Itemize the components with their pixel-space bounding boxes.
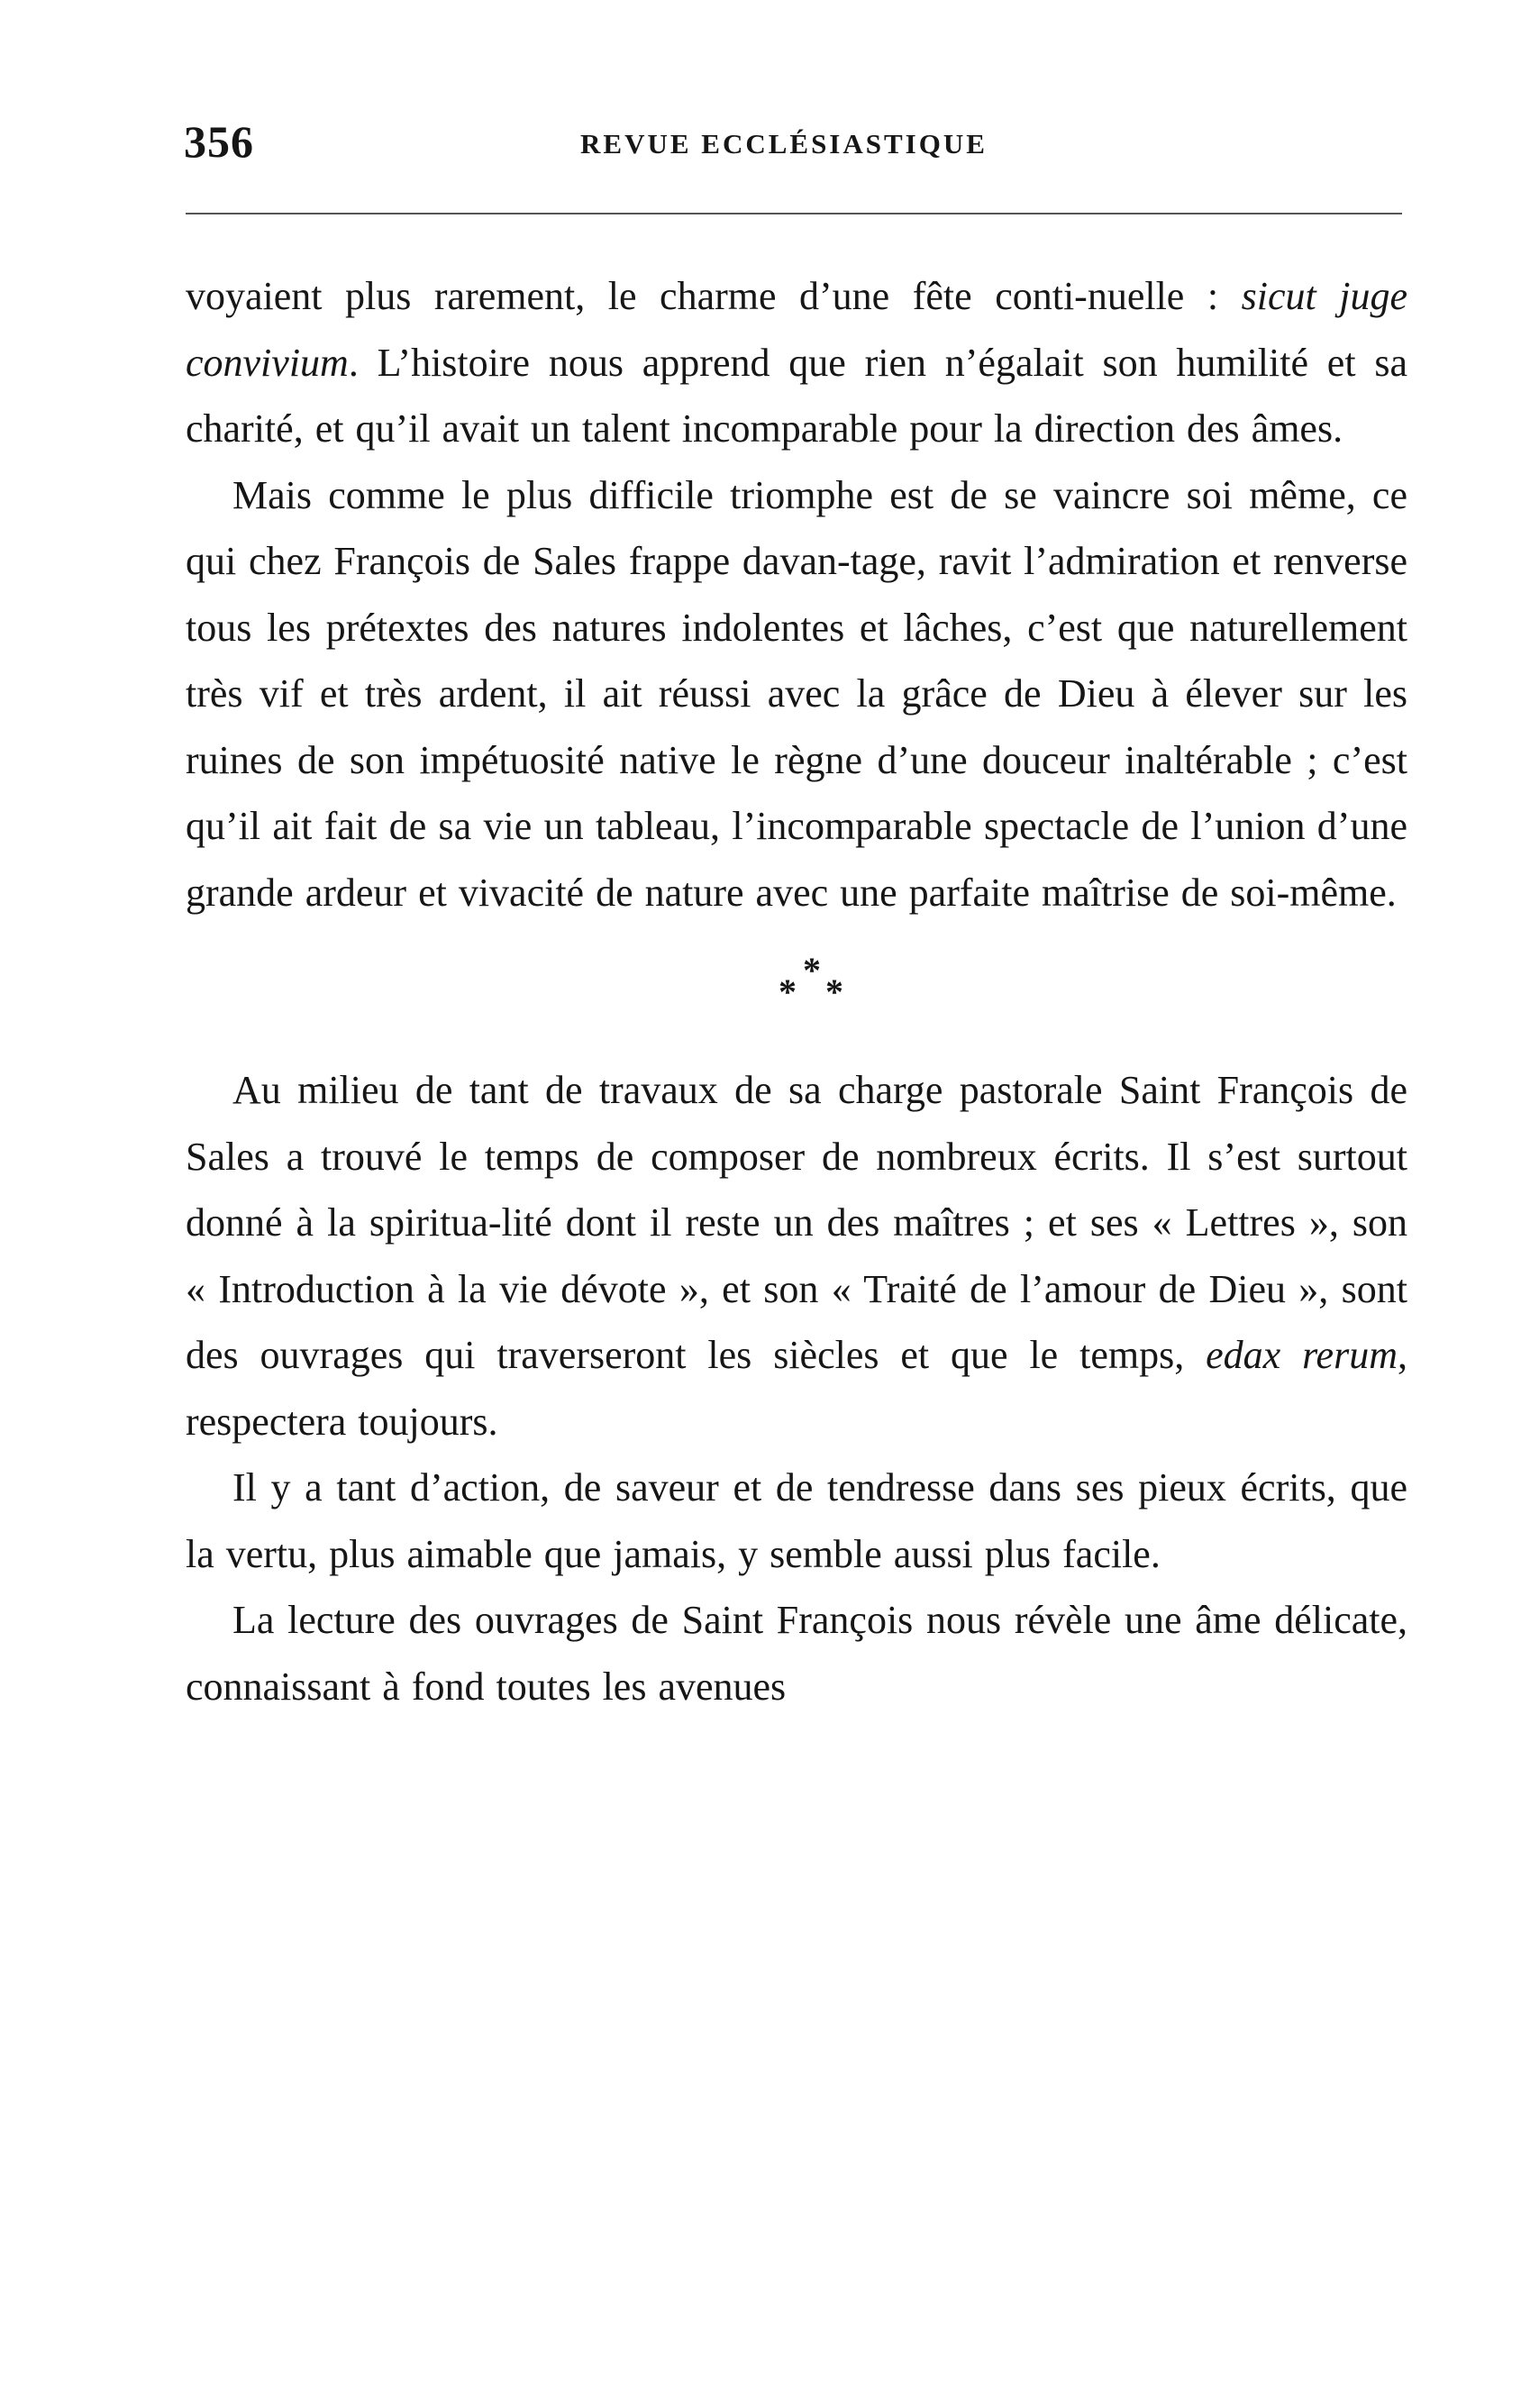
body-text [186, 263, 1407, 1719]
paragraph-3-text-a: Au milieu de tant de travaux de sa charge pastorale Saint François de Sales a trouvé le temps de composer de nombreux écrits. Il s’est surtout donné à la spiritua-lité dont il reste un des maîtres ; et ses « Lettres », son « Introduction à la vie dévote », et son « Traité de l’amour de Dieu », sont des ouvrages qui traverseront les siècles et que le temps, [186, 1068, 1407, 1377]
running-head [184, 115, 1404, 169]
paragraph-continued [186, 263, 1407, 462]
header-rule [186, 213, 1402, 214]
paragraph-4: Il y a tant d’action, de saveur et de tendresse dans ses pieux écrits, que la vertu, plus aimable que jamais, y semble aussi plus facile. [186, 1465, 1407, 1576]
paragraph-3 [186, 1057, 1407, 1455]
journal-title: REVUE ECCLÉSIASTIQUE [580, 128, 988, 160]
paragraph-1-text-a: voyaient plus rarement, le charme d’une fête conti-nuelle : [186, 274, 1242, 318]
paragraph-1-text-b: . L’histoire nous apprend que rien n’égalait son humilité et sa charité, et qu’il avait un talent incomparable pour la direction des âmes. [186, 340, 1407, 451]
latin-quotation: sicut juge convivium [186, 274, 1407, 385]
page-number: 356 [184, 116, 254, 167]
section-asterism [186, 926, 1407, 1057]
latin-phrase: edax rerum [1206, 1333, 1398, 1377]
asterism-star-icon: * [803, 950, 821, 990]
asterism-star-icon: * [779, 971, 797, 1012]
asterism-star-icon: * [825, 971, 843, 1012]
paragraph-5: La lecture des ouvrages de Saint François nous révèle une âme délicate, connaissant à fond toutes les avenues [186, 1598, 1407, 1709]
paragraph-3-text-b: , respectera toujours. [186, 1333, 1407, 1444]
paragraph-2: Mais comme le plus difficile triomphe est de se vaincre soi même, ce qui chez François de Sales frappe davan-tage, ravit l’admiration et renverse tous les prétextes des natures indolentes et lâches, c’est que naturellement très vif et très ardent, il ait réussi avec la grâce de Dieu à élever sur les ruines de son impétuosité native le règne d’une douceur inaltérable ; c’est qu’il ait fait de sa vie un tableau, l’incomparable spectacle de l’union d’une grande ardeur et vivacité de nature avec une parfaite maîtrise de soi-même. [186, 472, 1407, 915]
